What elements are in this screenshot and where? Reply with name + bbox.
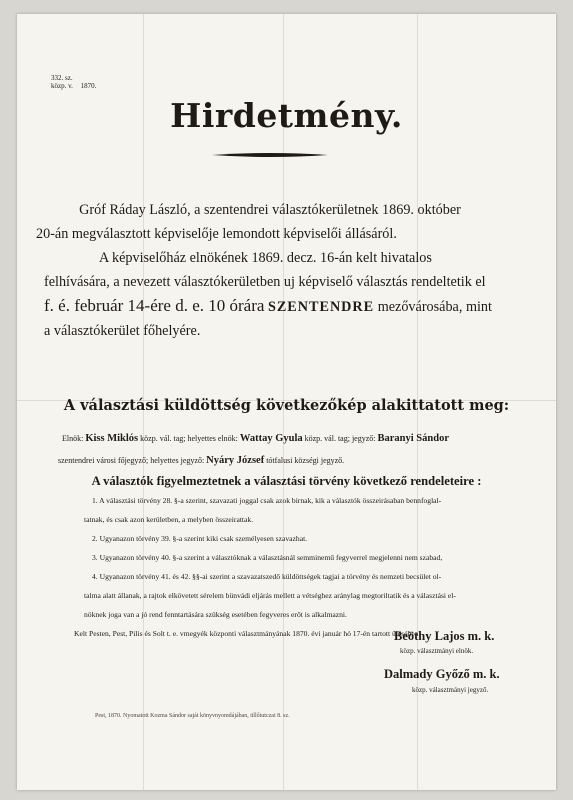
intro-line-1: Gróf Ráday László, a szentendrei választókerületnek 1869. október (79, 202, 461, 218)
rule-item: 2. Ugyanazon törvény 39. §-a szerint kiki csak személyesen szavazhat. (92, 534, 308, 543)
intro-line-2: 20-án megválasztott képviselője lemondott képviselői állásáról. (36, 226, 397, 242)
committee-members: Elnök: Kiss Miklós közp. vál. tag; helyettes elnök: Wattay Gyula közp. vál. tag; jegyző: Baranyi Sándor szentendrei városi főjegyző; helyettes jegyző: Nyáry József tótfalusi községi jegyző. (58, 433, 449, 466)
page-title: Hirdetmény. (170, 96, 403, 135)
intro-paragraph-2: A képviselőház elnökének 1869. decz. 16-án kelt hivatalos felhívására, a nevezett választókerületben uj képviselő választás rendeltetik el f. é. február 14-ére d. e. 10 órára SZENTENDRE mezővárosába, mint a választókerület főhelyére. (44, 250, 492, 339)
closing-line: Kelt Pesten, Pest, Pilis és Solt t. e. vmegyék központi választmányának 1870. évi január hó 17-én tartott ülésében. (74, 629, 421, 638)
rule-item: tatnak, és csak azon kerületben, a melyben összeirattak. (84, 515, 254, 524)
rules-list (74, 491, 512, 643)
intro-section (36, 198, 496, 343)
signature-name: Beöthy Lajos m. k. (394, 629, 495, 643)
rule-item: 1. A választási törvény 28. §-a szerint, szavazati joggal csak azok birnak, kik a választók összeirásaban bennfoglal- (92, 496, 442, 505)
election-date: f. é. február 14-ére d. e. 10 órára (44, 296, 265, 315)
ornament-rule (212, 150, 328, 160)
signature-name: Dalmady Győző m. k. (384, 667, 500, 681)
printer-note: Pest, 1870. Nyomatott Kozma Sándor saját könyvnyomdájában, üllőiutczai 8. sz. (95, 713, 290, 719)
rule-item: talma alatt állanak, a rajtok elkövetett sérelem bünvádi eljárás mellett a vétséghez aránylag megtoriltatik és a választási el- (84, 591, 456, 600)
rules-heading: A választók figyelmeztetnek a választási törvény következő rendeleteire : (91, 474, 482, 488)
signature-title: közp. választmányi jegyző. (412, 686, 489, 694)
rule-item: nöknek joga van a jó rend fenntartására szükség esetében fegyveres erőt is alkalmazni. (84, 610, 347, 619)
signature-title: közp. választmányi elnök. (400, 647, 474, 655)
reference-number: 332. sz. közp. v. 1870. (51, 74, 97, 90)
election-place: SZENTENDRE (267, 299, 375, 315)
rule-item: 4. Ugyanazon törvény 41. és 42. §§-ai szerint a szavazatszedő küldöttségek tagjai a törvény és nemzeti becsület ol- (92, 572, 442, 581)
rule-item: 3. Ugyanazon törvény 40. §-a szerint a választóknak a választásnál semminemű fegyverrel megjelenni nem szabad, (92, 553, 443, 562)
committee-heading: A választási küldöttség következőkép alakittatott meg: (63, 397, 510, 414)
